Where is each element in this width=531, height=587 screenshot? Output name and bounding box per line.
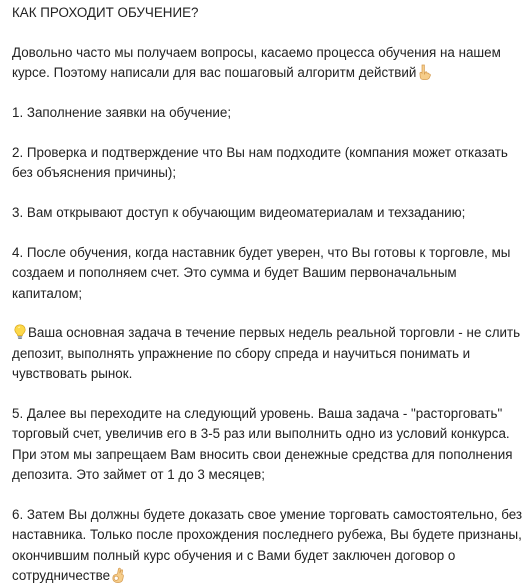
step-5: 5. Далее вы переходите на следующий уровень. Ваша задача - "расторговать" торговый счет, увеличив его в 3-5 раз или выполнить одно из условий конкурса. При этом мы запрещаем Вам вносить свои денежные средства для пополнения депозита. Это займет от 1 до 3 месяцев; bbox=[12, 406, 513, 483]
step-2: 2. Проверка и подтверждение что Вы нам подходите (компания может отказать без объяснения причины); bbox=[12, 144, 508, 181]
post-intro bbox=[12, 43, 524, 84]
post-title: КАК ПРОХОДИТ ОБУЧЕНИЕ? bbox=[12, 5, 199, 20]
step-6 bbox=[12, 505, 524, 587]
ok-hand-emoji-icon bbox=[111, 567, 125, 583]
pointing-down-hand-emoji-icon bbox=[417, 64, 431, 80]
step-4: 4. После обучения, когда наставник будет уверен, что Вы готовы к торговле, мы создаем и пополняем счет. Это сумма и будет Вашим первоначальным капиталом; bbox=[12, 244, 511, 301]
post-text bbox=[12, 3, 524, 587]
tip-text: Ваша основная задача в течение первых недель реальной торговли - не слить депозит, выполнять упражнение по сбору спреда и научиться понимать и чувствовать рынок. bbox=[12, 325, 521, 382]
tip-paragraph bbox=[12, 323, 524, 384]
light-bulb-emoji-icon bbox=[13, 324, 27, 340]
step-1: 1. Заполнение заявки на обучение; bbox=[12, 105, 232, 120]
intro-text: Довольно часто мы получаем вопросы, касаемо процесса обучения на нашем курсе. Поэтому написали для вас пошаговый алгоритм действий bbox=[12, 44, 501, 81]
step-3: 3. Вам открывают доступ к обучающим видеоматериалам и техзаданию; bbox=[12, 205, 466, 220]
step-6-text: 6. Затем Вы должны будете доказать свое умение торговать самостоятельно, без наставника. Только после прохождения последнего рубежа, Вы будете признаны, окончившим полный курс обучения и с Вами будет заключен договор о сотрудничестве bbox=[12, 507, 523, 584]
